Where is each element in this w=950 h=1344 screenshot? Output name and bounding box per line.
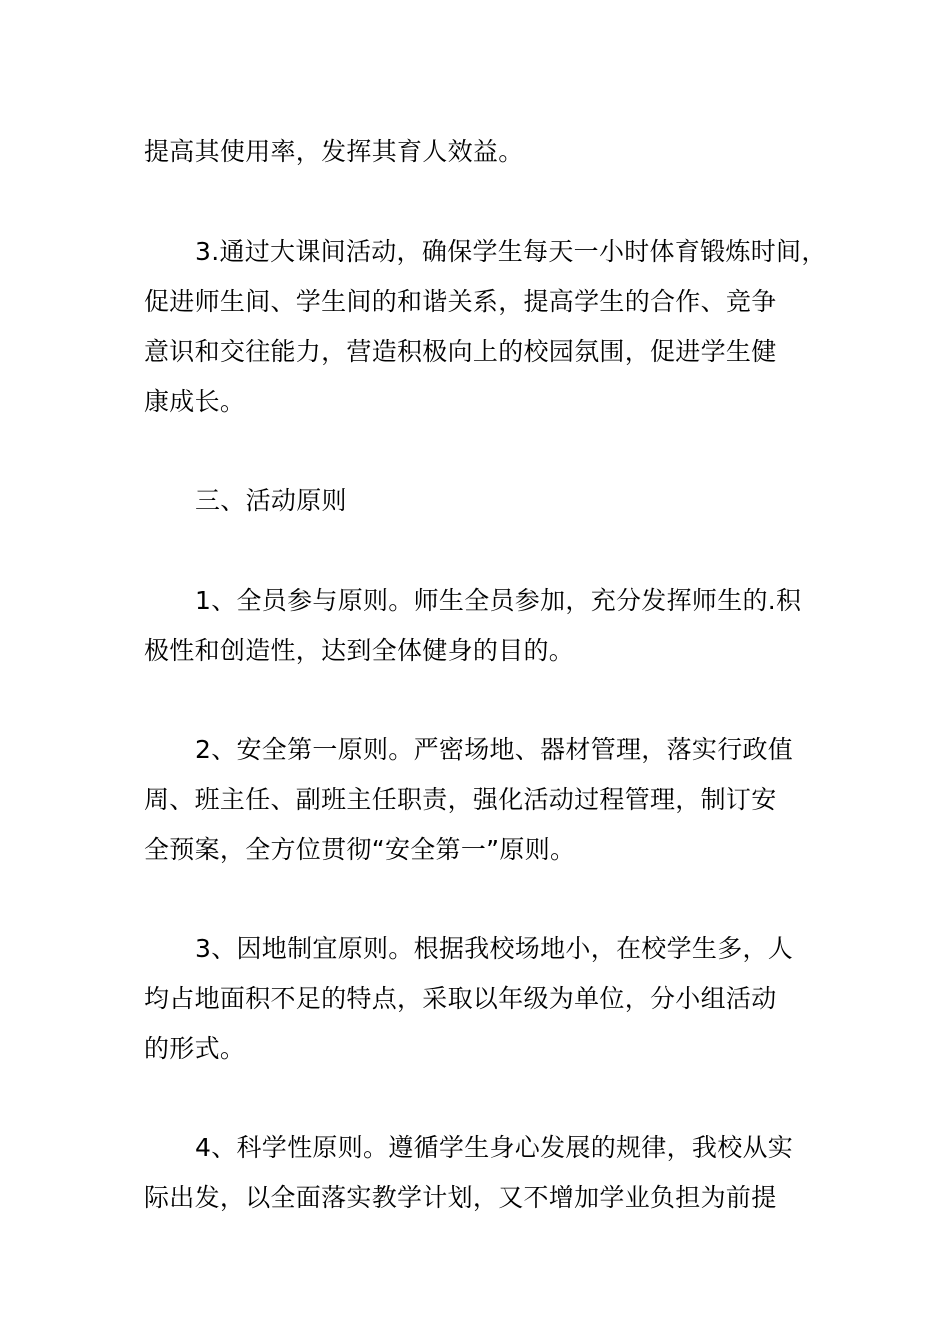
paragraph-line: 均占地面积不足的特点，采取以年级为单位，分小组活动 xyxy=(144,984,777,1013)
paragraph-line: 1、全员参与原则。师生全员参加，充分发挥师生的.积 xyxy=(195,586,802,615)
paragraph-line: 康成长。 xyxy=(144,387,246,416)
paragraph-line: 3、因地制宜原则。根据我校场地小，在校学生多，人 xyxy=(195,934,794,963)
paragraph-line: 际出发，以全面落实教学计划，又不增加学业负担为前提 xyxy=(144,1183,777,1212)
paragraph-line: 的形式。 xyxy=(144,1034,246,1063)
section-heading: 三、活动原则 xyxy=(195,486,347,515)
paragraph-line: 3.通过大课间活动，确保学生每天一小时体育锻炼时间， xyxy=(195,237,827,266)
paragraph-line: 意识和交往能力，营造积极向上的校园氛围，促进学生健 xyxy=(144,337,777,366)
paragraph-line: 极性和创造性，达到全体健身的目的。 xyxy=(144,636,575,665)
paragraph-line: 全预案，全方位贯彻“安全第一”原则。 xyxy=(144,835,576,864)
paragraph-line: 2、安全第一原则。严密场地、器材管理，落实行政值 xyxy=(195,735,794,764)
paragraph-line: 提高其使用率，发挥其育人效益。 xyxy=(144,137,524,166)
paragraph-line: 4、科学性原则。遵循学生身心发展的规律，我校从实 xyxy=(195,1133,794,1162)
paragraph-line: 促进师生间、学生间的和谐关系，提高学生的合作、竞争 xyxy=(144,287,777,316)
paragraph-line: 周、班主任、副班主任职责，强化活动过程管理，制订安 xyxy=(144,785,777,814)
